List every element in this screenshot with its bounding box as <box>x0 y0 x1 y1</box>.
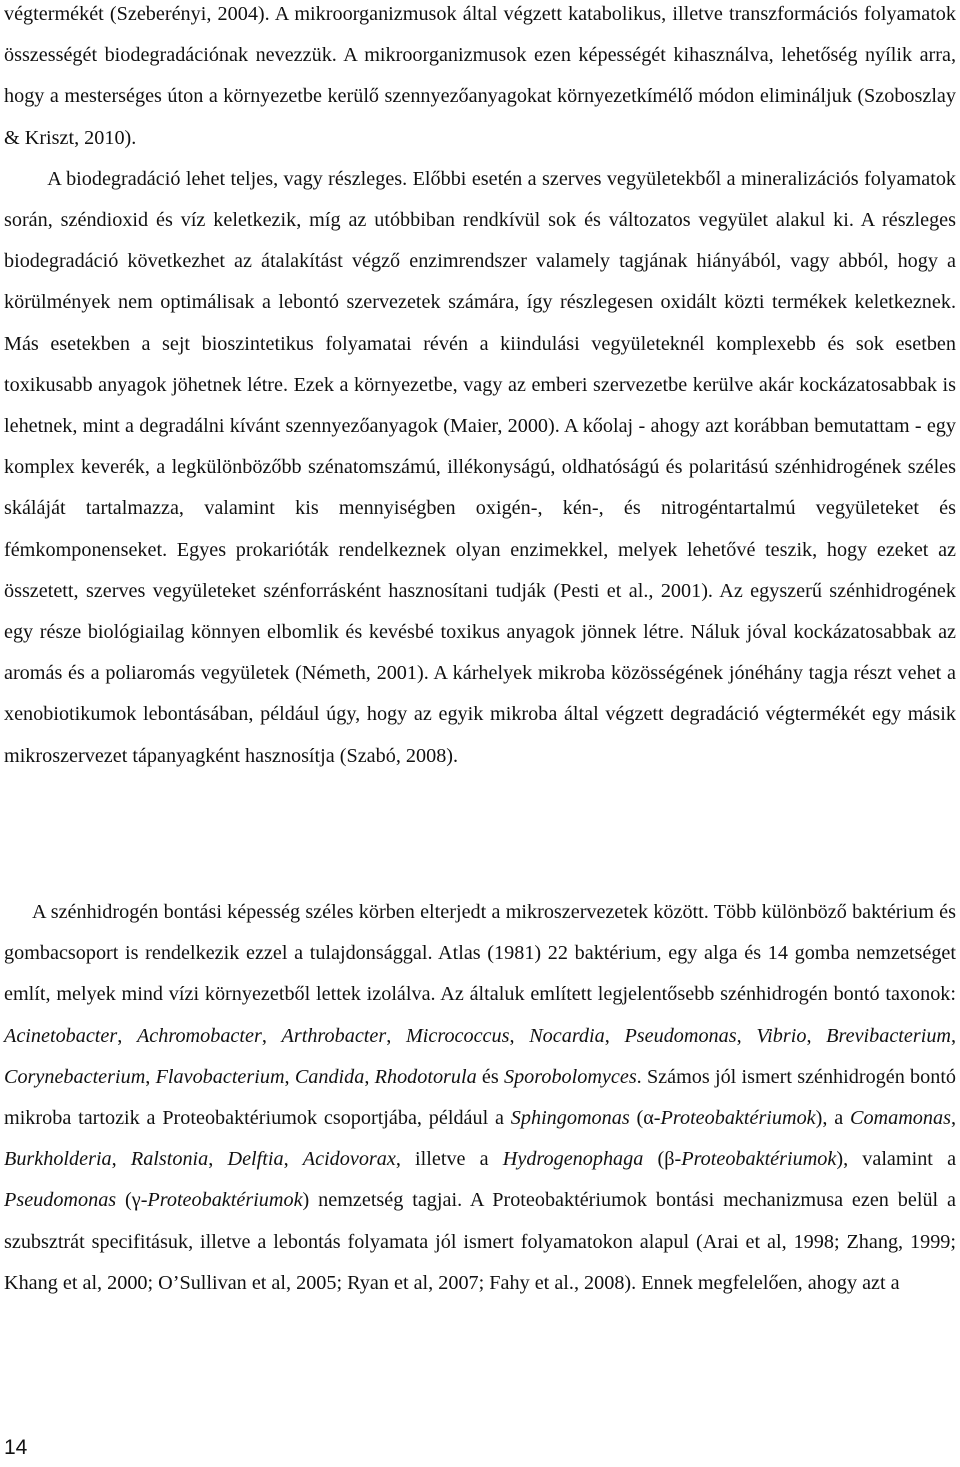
separator: , <box>364 1065 375 1088</box>
genus-name: Brevibacterium <box>826 1024 951 1047</box>
genus-name: Acidovorax <box>302 1148 396 1171</box>
separator: , <box>208 1148 228 1171</box>
text-run: (α- <box>629 1107 661 1130</box>
text-block-bottom <box>4 892 956 1304</box>
genus-name: Arthrobacter <box>281 1024 387 1047</box>
class-name: Proteobaktériumok <box>660 1107 816 1130</box>
genus-name: Acinetobacter <box>4 1024 118 1047</box>
page-number: 14 <box>4 1436 28 1459</box>
genus-name: Vibrio <box>756 1024 807 1047</box>
class-name: Proteobaktériumok <box>147 1189 303 1212</box>
separator: , <box>261 1024 282 1047</box>
paragraph-biodegradation-text: A biodegradáció lehet teljes, vagy részleges. Előbbi esetén a szerves vegyületekből a mineralizációs folyamatok során, széndioxid és víz keletkezik, míg az utóbbiban rendkívül sok és változatos vegyület alakul ki. A részleges biodegradáció következhet az átalakítást végző enzimrendszer valamely tagjának hiányából, vagy abból, hogy a körülmények nem optimálisak a lebontó szervezetek számára, így részlegesen oxidált közti termékek keletkeznek. Más esetekben a sejt bioszintetikus folyamatai révén a kiindulási vegyületeknél komplexebb és sok esetben toxikusabb anyagok jöhetnek létre. Ezek a környezetbe, vagy az emberi szervezetbe kerülve akár kockázatosabbak is lehetnek, mint a degradálni kívánt szennyezőanyagok (Maier, 2000). A kőolaj - ahogy azt korábban bemutattam - egy komplex keverék, a legkülönbözőbb szénatomszámú, illékonyságú, oldhatóságú és polaritású szénhidrogének széles skáláját tartalmazza, valamint kis mennyiségben oxigén-, kén-, és nitrogéntartalmú vegyületeket és fémkomponenseket. Egyes prokarióták rendelkeznek olyan enzimekkel, melyek lehetővé teszik, hogy ezeket az összetett, szerves vegyületeket szénforrásként hasznosítani tudják (Pesti et al., 2001). Az egyszerű szénhidrogének egy része biológiailag könnyen elbomlik és kevésbé toxikus anyagok jönnek létre. Náluk jóval kockázatosabbak az aromás és a poliaromás vegyületek (Németh, 2001). A kárhelyek mikroba közösségének jónéhány tagja részt vehet a xenobiotikumok lebontásában, például úgy, hogy az egyik mikroba által végzett degradáció végtermékét egy másik mikroszervezet tápanyagként hasznosítja (Szabó, 2008). <box>4 167 957 767</box>
text-run: ), valamint a <box>836 1148 957 1171</box>
separator: , <box>604 1024 625 1047</box>
separator: és <box>476 1065 504 1088</box>
separator: , <box>509 1024 530 1047</box>
genus-name: Nocardia <box>529 1024 605 1047</box>
separator: , <box>951 1024 957 1047</box>
text-run: . Számos jól ismert szénhidrogén bontó mikroba tartozik a Proteobaktériumok csoportjába, például a <box>4 1065 957 1130</box>
genus-name: Delftia <box>227 1148 284 1171</box>
separator: , <box>386 1024 406 1047</box>
paragraph-biodegradation-body <box>4 168 956 767</box>
genus-name: Sphingomonas <box>510 1107 630 1130</box>
genus-name: Pseudomonas <box>4 1189 117 1212</box>
paragraph-continuation: végtermékét (Szeberényi, 2004). A mikroorganizmusok által végzett katabolikus, illetve transzformációs folyamatok összességét biodegradációnak nevezzük. A mikroorganizmusok ezen képességét kihasználva, lehetőség nyílik arra, hogy a mesterséges úton a környezetbe kerülő szennyezőanyagokat környezetkímélő módon elimináljuk (Szoboszlay & Kriszt, 2010). <box>4 3 956 149</box>
genus-name: Rhodotorula <box>374 1065 477 1088</box>
separator: , <box>284 1065 295 1088</box>
genus-name: Sporobolomyces <box>503 1065 637 1088</box>
text-run: , illetve a <box>395 1148 503 1171</box>
genus-name: Achromobacter <box>136 1024 262 1047</box>
text-block-top <box>4 0 956 777</box>
text-run: (γ- <box>116 1189 148 1212</box>
genus-name: Hydrogenophaga <box>502 1148 644 1171</box>
genus-name: Ralstonia <box>130 1148 209 1171</box>
separator: , <box>117 1024 137 1047</box>
genus-name: Micrococcus <box>405 1024 510 1047</box>
genus-name: Candida <box>294 1065 365 1088</box>
separator: , <box>806 1024 827 1047</box>
genus-name: Pseudomonas <box>624 1024 737 1047</box>
text-run: A szénhidrogén bontási képesség széles körben elterjedt a mikroszervezetek között. Több különböző baktérium és gombacsoport is rendelkezik ezzel a tulajdonsággal. Atlas (1981) 22 baktérium, egy alga és 14 gomba nemzetséget említ, melyek mind vízi környezetből lettek izolálva. Az általuk említett legjelentősebb szénhidrogén bontó taxonok: <box>4 901 956 1006</box>
text-run: ) nemzetség tagjai. A Proteobaktériumok bontási mechanizmusa ezen belül a szubsztrát specifitásuk, illetve a lebontás folyamata jól ismert folyamatokon alapul (Arai et al, 1998; Zhang, 1999; Khang et al, 2000; O’Sullivan et al, 2005; Ryan et al, 2007; Fahy et al., 2008). Ennek megfelelően, ahogy azt a <box>4 1189 956 1294</box>
genus-name: Corynebacterium <box>4 1065 146 1088</box>
paragraph-biodegradation <box>4 0 956 777</box>
genus-name: Flavobacterium <box>155 1065 285 1088</box>
text-run: (β- <box>643 1148 682 1171</box>
separator: , <box>736 1024 757 1047</box>
text-run: ), a <box>815 1107 850 1130</box>
separator: , <box>111 1148 131 1171</box>
genus-name: Burkholderia <box>4 1148 112 1171</box>
separator: , <box>283 1148 303 1171</box>
genus-name: Comamonas <box>850 1107 951 1130</box>
paragraph-hydrocarbon-degraders <box>4 892 956 1304</box>
separator: , <box>950 1107 956 1130</box>
class-name: Proteobaktériumok <box>681 1148 837 1171</box>
separator: , <box>145 1065 156 1088</box>
